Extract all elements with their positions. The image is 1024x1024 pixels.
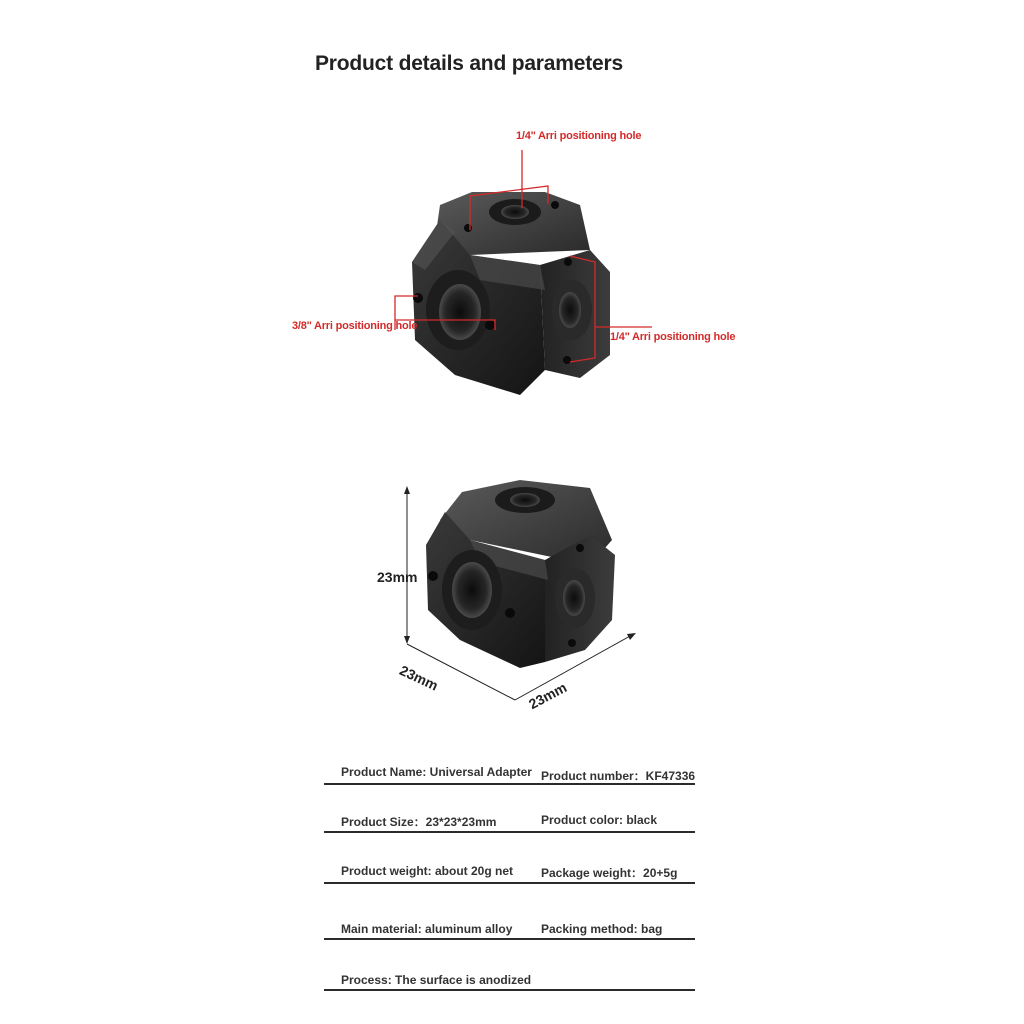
callout-left-hole: 3/8'' Arri positioning hole — [292, 320, 418, 332]
spec-package-weight: Package weight：20+5g — [541, 866, 678, 880]
spec-process: Process: The surface is anodized — [341, 973, 532, 987]
adapter-cube-callouts-view — [412, 192, 610, 395]
dimension-depth: 23mm — [397, 662, 441, 694]
dimension-height: 23mm — [377, 569, 418, 585]
spec-divider — [324, 938, 695, 940]
spec-product-weight: Product weight: about 20g net — [341, 864, 514, 878]
callout-top-hole: 1/4'' Arri positioning hole — [516, 130, 642, 142]
spec-divider — [324, 989, 695, 991]
spec-divider — [324, 831, 695, 833]
spec-product-name: Product Name: Universal Adapter — [341, 765, 532, 779]
spec-packing-method: Packing method: bag — [541, 922, 663, 936]
callout-right-hole: 1/4'' Arri positioning hole — [610, 331, 736, 343]
spec-divider — [324, 783, 695, 785]
adapter-cube-dimension-view — [426, 480, 615, 668]
spec-divider — [324, 882, 695, 884]
page-title: Product details and parameters — [315, 52, 623, 75]
spec-product-size: Product Size：23*23*23mm — [341, 815, 497, 829]
spec-main-material: Main material: aluminum alloy — [341, 922, 513, 936]
dimension-width: 23mm — [526, 679, 570, 713]
spec-product-number: Product number：KF47336 — [541, 769, 696, 783]
spec-product-color: Product color: black — [541, 813, 658, 827]
